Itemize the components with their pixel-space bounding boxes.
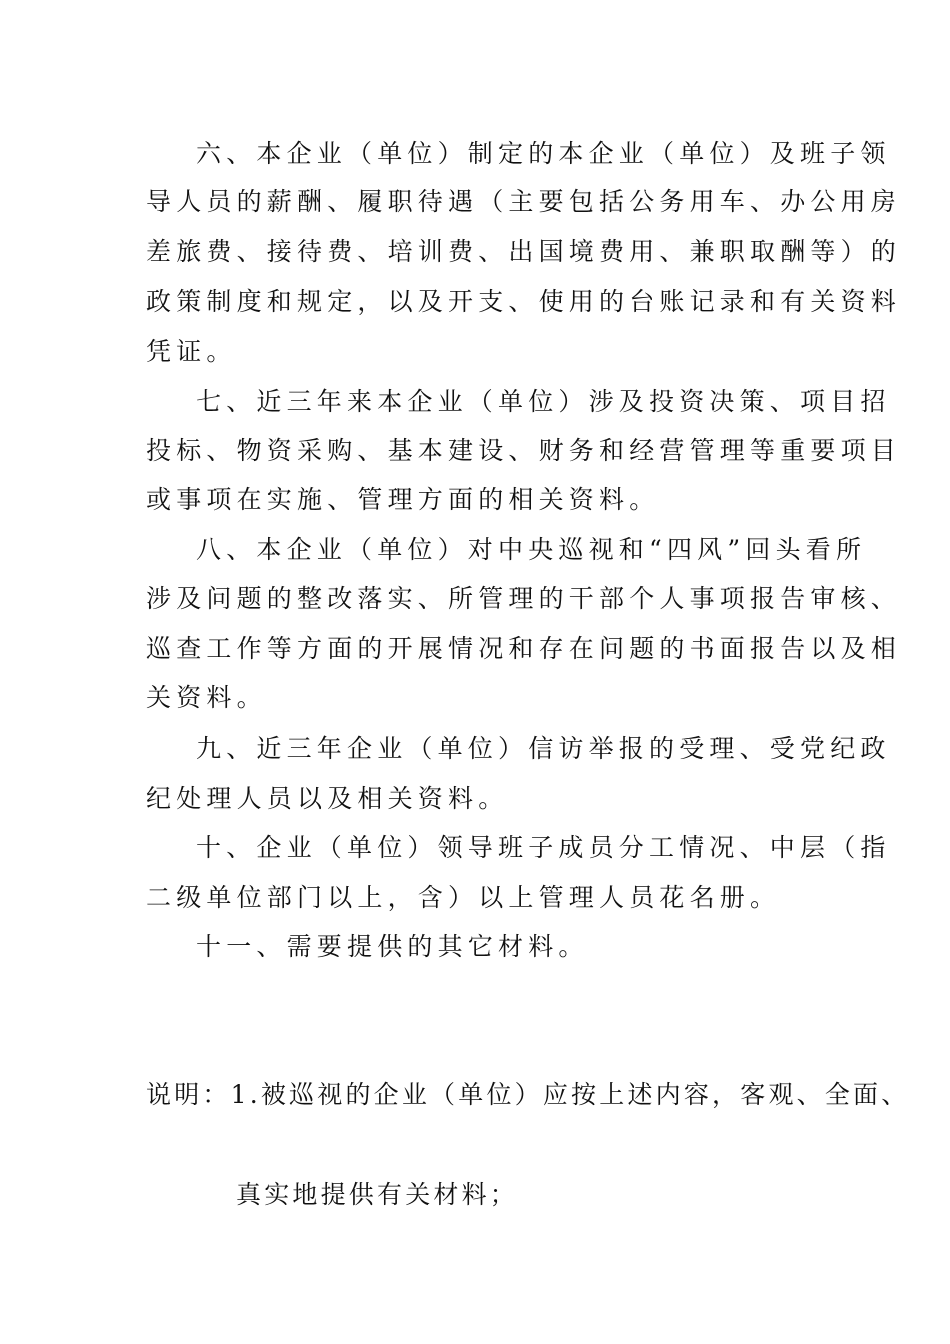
item-8-line-4: 关资料。 (146, 683, 267, 712)
item-6-line-4: 政策制度和规定，以及开支、使用的台账记录和有关资料 (146, 287, 902, 316)
item-6-line-3: 差旅费、接待费、培训费、出国境费用、兼职取酬等）的 (146, 237, 902, 266)
item-8-line-3: 巡查工作等方面的开展情况和存在问题的书面报告以及相 (146, 634, 902, 663)
item-8-line-1: 八、本企业（单位）对中央巡视和“四风”回头看所 (196, 535, 867, 564)
item-8-line-2: 涉及问题的整改落实、所管理的干部个人事项报告审核、 (146, 584, 902, 613)
note-line-2: 真实地提供有关材料； (236, 1180, 519, 1209)
item-9-line-1: 九、近三年企业（单位）信访举报的受理、受党纪政 (196, 734, 891, 763)
item-7-line-1: 七、近三年来本企业（单位）涉及投资决策、项目招 (196, 387, 891, 416)
item-6-line-2: 导人员的薪酬、履职待遇（主要包括公务用车、办公用房 (146, 187, 902, 216)
item-10-line-2: 二级单位部门以上，含）以上管理人员花名册。 (146, 883, 781, 912)
item-10-line-1: 十、企业（单位）领导班子成员分工情况、中层（指 (196, 833, 891, 862)
note-line-1: 说明：1.被巡视的企业（单位）应按上述内容，客观、全面、 (146, 1080, 910, 1109)
item-7-line-3: 或事项在实施、管理方面的相关资料。 (146, 485, 660, 514)
item-11-line-1: 十一、需要提供的其它材料。 (196, 932, 589, 961)
item-7-line-2: 投标、物资采购、基本建设、财务和经营管理等重要项目 (146, 436, 902, 465)
item-6-line-1: 六、本企业（单位）制定的本企业（单位）及班子领 (196, 139, 891, 168)
item-6-line-5: 凭证。 (146, 337, 237, 366)
item-9-line-2: 纪处理人员以及相关资料。 (146, 784, 509, 813)
